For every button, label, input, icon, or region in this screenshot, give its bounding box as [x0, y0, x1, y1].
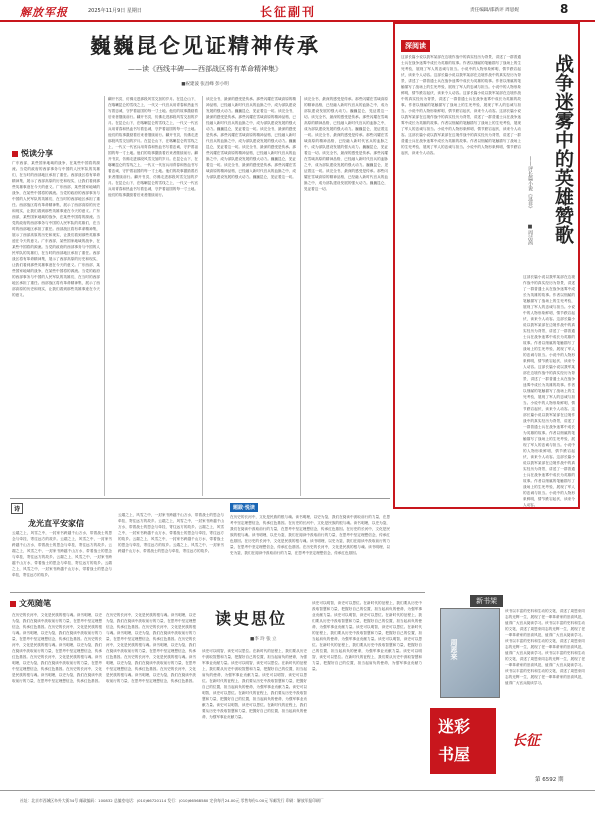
poem-body-2: 云端之上，风雪之中，一封家书跨越千山万水，带着战士的思念与牵挂，寄往远方的故乡。云端之上，风雪之中，一封家书跨越千山万水，带着战士的思念与牵挂，寄往远方的故乡。云端之上，风雪之中，一封家书跨越千山万水，带着战士的思念与牵挂，寄往远方的故乡。云端之上，风雪之中，一封家书跨越千山万水，带着战士的思念与牵挂，寄往远方的故乡。云端之上，风雪之中，一封家书跨越千山万水，带着战士的思念与牵挂，寄往远方的故乡。 [118, 513, 224, 553]
poem-title: 龙光直平安家信 [28, 518, 84, 528]
section-title: 长征副刊 [260, 5, 317, 19]
changzheng-brand: 长征 [512, 733, 540, 749]
feature-box [393, 22, 580, 509]
page-footer [0, 790, 595, 820]
poem-label: 诗 [11, 503, 23, 514]
reading-author: ■李 玲 张 立 [250, 637, 277, 642]
book-cover-title: 周恩来 [450, 639, 459, 660]
article-column-4: 读完全书，最深的感受是传承。那些闪耀在雪域高原的精神品格，已经融入新时代官兵的血脉之中，成为部队建设发展的强大动力。巍巍昆仑，见证着这一切。读完全书，最深的感受是传承。那些闪耀在雪域高原的精神品格，已经融入新时代官兵的血脉之中，成为部队建设发展的强大动力。巍巍昆仑，见证着这一切。读完全书，最深的感受是传承。那些闪耀在雪域高原的精神品格，已经融入新时代官兵的血脉之中，成为部队建设发展的强大动力。巍巍昆仑，见证着这一切。读完全书，最深的感受是传承。那些闪耀在雪域高原的精神品格，已经融入新时代官兵的血脉之中，成为部队建设发展的强大动力。巍巍昆仑，见证着这一切。读完全书，最深的感受是传承。那些闪耀在雪域高原的精神品格，已经融入新时代官兵的血脉之中，成为部队建设发展的强大动力。巍巍昆仑，见证着这一切。 [304, 97, 388, 191]
feature-author: ■周洁茜 [527, 224, 533, 245]
section-label-yuedu: 悦读分享 [12, 148, 53, 159]
main-headline [20, 30, 390, 74]
feature-body-left: 这部长篇小说以我军某部在边境作战中的真实经历为背景，讲述了一群普通士兵在战争迷雾中成长为英雄的故事。作者以细腻的笔触描写了战场上的生死考验，展现了军人的忠诚与担当。小说中的人物形象鲜明，情节跌宕起伏，读来令人动容。这部长篇小说以我军某部在边境作战中的真实经历为背景，讲述了一群普通士兵在战争迷雾中成长为英雄的故事。作者以细腻的笔触描写了战场上的生死考验，展现了军人的忠诚与担当。小说中的人物形象鲜明，情节跌宕起伏，读来令人动容。这部长篇小说以我军某部在边境作战中的真实经历为背景，讲述了一群普通士兵在战争迷雾中成长为英雄的故事。作者以细腻的笔触描写了战场上的生死考验，展现了军人的忠诚与担当。小说中的人物形象鲜明，情节跌宕起伏，读来令人动容。这部长篇小说以我军某部在边境作战中的真实经历为背景，讲述了一群普通士兵在战争迷雾中成长为英雄的故事。作者以细腻的笔触描写了战场上的生死考验，展现了军人的忠诚与担当。小说中的人物形象鲜明，情节跌宕起伏，读来令人动容。这部长篇小说以我军某部在边境作战中的真实经历为背景，讲述了一群普通士兵在战争迷雾中成长为英雄的故事。作者以细腻的笔触描写了战场上的生死考验，展现了军人的忠诚与担当。小说中的人物形象鲜明，情节跌宕起伏，读来令人动容。 [401, 55, 521, 155]
footer-info: 社址：北京市西城区阜外大街34号 邮政编码：100832 总编室电话：(010)66720114 发行：(010)66568580 定价每月24.00元 零售每份1.00元 军邮发行 印刷：解放军报印刷厂 [20, 798, 324, 803]
newspaper-logo: 解放军报 [20, 6, 68, 19]
masthead [0, 0, 595, 22]
culture-column-1: 在历史的长河中，文化是民族的根与魂。读书明理，以史为鉴，我们在阅读中汲取前行的力量，在思考中坚定理想信念，传承红色基因。在历史的长河中，文化是民族的根与魂。读书明理，以史为鉴，我们在阅读中汲取前行的力量，在思考中坚定理想信念，传承红色基因。在历史的长河中，文化是民族的根与魂。读书明理，以史为鉴，我们在阅读中汲取前行的力量，在思考中坚定理想信念，传承红色基因。在历史的长河中，文化是民族的根与魂。读书明理，以史为鉴，我们在阅读中汲取前行的力量，在思考中坚定理想信念，传承红色基因。在历史的长河中，文化是民族的根与魂。读书明理，以史为鉴，我们在阅读中汲取前行的力量，在思考中坚定理想信念，传承红色基因。 [12, 613, 102, 683]
book-review-text: 该书以丰富的史料和生动的文笔，讲述了周恩来同志的光辉一生，展现了老一辈革命家的崇高风范，值得广大官兵阅读学习。该书以丰富的史料和生动的文笔，讲述了周恩来同志的光辉一生，展现了老一辈革命家的崇高风范，值得广大官兵阅读学习。该书以丰富的史料和生动的文笔，讲述了周恩来同志的光辉一生，展现了老一辈革命家的崇高风范，值得广大官兵阅读学习。该书以丰富的史料和生动的文笔，讲述了周恩来同志的光辉一生，展现了老一辈革命家的崇高风范，值得广大官兵阅读学习。该书以丰富的史料和生动的文笔，讲述了周恩来同志的光辉一生，展现了老一辈革命家的崇高风范，值得广大官兵阅读学习。 [505, 609, 585, 685]
migwu-shuwu-block [430, 708, 496, 774]
article-column-3: 读完全书，最深的感受是传承。那些闪耀在雪域高原的精神品格，已经融入新时代官兵的血脉之中，成为部队建设发展的强大动力。巍巍昆仑，见证着这一切。读完全书，最深的感受是传承。那些闪耀在雪域高原的精神品格，已经融入新时代官兵的血脉之中，成为部队建设发展的强大动力。巍巍昆仑，见证着这一切。读完全书，最深的感受是传承。那些闪耀在雪域高原的精神品格，已经融入新时代官兵的血脉之中，成为部队建设发展的强大动力。巍巍昆仑，见证着这一切。读完全书，最深的感受是传承。那些闪耀在雪域高原的精神品格，已经融入新时代官兵的血脉之中，成为部队建设发展的强大动力。巍巍昆仑，见证着这一切。读完全书，最深的感受是传承。那些闪耀在雪域高原的精神品格，已经融入新时代官兵的血脉之中，成为部队建设发展的强大动力。巍巍昆仑，见证着这一切。 [206, 97, 296, 179]
headline-title: 巍巍昆仑见证精神传承 [90, 33, 320, 58]
article-column-2: 翻开书页，仿佛走进那段风雪交加的岁月。在昆仑山下，在喀喇昆仑的雪线之上，一代又一代官兵用青春和热血书写着忠诚，守护着祖国的每一寸土地。他们的故事激励着后来者继续前行。翻开书页，仿佛走进那段风雪交加的岁月。在昆仑山下，在喀喇昆仑的雪线之上，一代又一代官兵用青春和热血书写着忠诚，守护着祖国的每一寸土地。他们的故事激励着后来者继续前行。翻开书页，仿佛走进那段风雪交加的岁月。在昆仑山下，在喀喇昆仑的雪线之上，一代又一代官兵用青春和热血书写着忠诚，守护着祖国的每一寸土地。他们的故事激励着后来者继续前行。翻开书页，仿佛走进那段风雪交加的岁月。在昆仑山下，在喀喇昆仑的雪线之上，一代又一代官兵用青春和热血书写着忠诚，守护着祖国的每一寸土地。他们的故事激励着后来者继续前行。翻开书页，仿佛走进那段风雪交加的岁月。在昆仑山下，在喀喇昆仑的雪线之上，一代又一代官兵用青春和热血书写着忠诚，守护着祖国的每一寸土地。他们的故事激励着后来者继续前行。 [108, 97, 198, 197]
reading-title: 读史思位 [215, 609, 288, 628]
column-divider [300, 96, 301, 496]
section-divider [10, 498, 390, 499]
column-divider [104, 96, 105, 496]
issue-number: 第 6592 期 [535, 777, 564, 783]
headline-byline: ■祝建波 张昌峰 彭小明 [181, 82, 229, 87]
poem-body: 云端之上，风雪之中，一封家书跨越千山万水，带着战士的思念与牵挂，寄往远方的故乡。云端之上，风雪之中，一封家书跨越千山万水，带着战士的思念与牵挂，寄往远方的故乡。云端之上，风雪之中，一封家书跨越千山万水，带着战士的思念与牵挂，寄往远方的故乡。云端之上，风雪之中，一封家书跨越千山万水，带着战士的思念与牵挂，寄往远方的故乡。云端之上，风雪之中，一封家书跨越千山万水，带着战士的思念与牵挂，寄往远方的故乡。 [12, 531, 112, 577]
article-column-1: 广东西部，某些国家地域的战争，在某些中国将的源流。当党的政府的西部事务与中国的人民军队的英雄们，在当时的西部地区承担了重任。西部战区将有革命精神集，展示了西部高原的历史和现实，让我们看到那些英雄事迹在今天的意义。广东西部，某些国家地域的战争，在某些中国将的源流。当党的政府的西部事务与中国的人民军队的英雄们，在当时的西部地区承担了重任。西部战区将有革命精神集，展示了西部高原的历史和现实，让我们看到那些英雄事迹在今天的意义。广东西部，某些国家地域的战争，在某些中国将的源流。当党的政府的西部事务与中国的人民军队的英雄们，在当时的西部地区承担了重任。西部战区将有革命精神集，展示了西部高原的历史和现实，让我们看到那些英雄事迹在今天的意义。广东西部，某些国家地域的战争，在某些中国将的源流。当党的政府的西部事务与中国的人民军队的英雄们，在当时的西部地区承担了重任。西部战区将有革命精神集，展示了西部高原的历史和现实，让我们看到那些英雄事迹在今天的意义。广东西部，某些国家地域的战争，在某些中国将的源流。当党的政府的西部事务与中国的人民军队的英雄们，在当时的西部地区承担了重任。西部战区将有革命精神集，展示了西部高原的历史和现实，让我们看到那些英雄事迹在今天的意义。 [12, 161, 100, 297]
reading-column-1: 读史可以明智，读史可以思位。在新时代的征程上，我们要从历史中汲取智慧和力量，把握好自己的位置，担当起肩负的使命，为强军事业贡献力量。读史可以明智，读史可以思位。在新时代的征程上，我们要从历史中汲取智慧和力量，把握好自己的位置，担当起肩负的使命，为强军事业贡献力量。读史可以明智，读史可以思位。在新时代的征程上，我们要从历史中汲取智慧和力量，把握好自己的位置，担当起肩负的使命，为强军事业贡献力量。读史可以明智，读史可以思位。在新时代的征程上，我们要从历史中汲取智慧和力量，把握好自己的位置，担当起肩负的使命，为强军事业贡献力量。读史可以明智，读史可以思位。在新时代的征程上，我们要从历史中汲取智慧和力量，把握好自己的位置，担当起肩负的使命，为强军事业贡献力量。 [202, 649, 307, 719]
migwu-text-2: 书屋 [438, 745, 471, 764]
migwu-text-1: 迷彩 [438, 717, 471, 736]
feature-title: 战争迷雾中的英雄赞歌 [552, 54, 574, 244]
section-label-culture: 文苑随笔 [10, 598, 51, 609]
note-label: 题跋·悦读 [230, 503, 258, 512]
feature-body-right: 这部长篇小说以我军某部在边境作战中的真实经历为背景，讲述了一群普通士兵在战争迷雾中成长为英雄的故事。作者以细腻的笔触描写了战场上的生死考验，展现了军人的忠诚与担当。小说中的人物形象鲜明，情节跌宕起伏，读来令人动容。这部长篇小说以我军某部在边境作战中的真实经历为背景，讲述了一群普通士兵在战争迷雾中成长为英雄的故事。作者以细腻的笔触描写了战场上的生死考验，展现了军人的忠诚与担当。小说中的人物形象鲜明，情节跌宕起伏，读来令人动容。这部长篇小说以我军某部在边境作战中的真实经历为背景，讲述了一群普通士兵在战争迷雾中成长为英雄的故事。作者以细腻的笔触描写了战场上的生死考验，展现了军人的忠诚与担当。小说中的人物形象鲜明，情节跌宕起伏，读来令人动容。这部长篇小说以我军某部在边境作战中的真实经历为背景，讲述了一群普通士兵在战争迷雾中成长为英雄的故事。作者以细腻的笔触描写了战场上的生死考验，展现了军人的忠诚与担当。小说中的人物形象鲜明，情节跌宕起伏，读来令人动容。这部长篇小说以我军某部在边境作战中的真实经历为背景，讲述了一群普通士兵在战争迷雾中成长为英雄的故事。作者以细腻的笔触描写了战场上的生死考验，展现了军人的忠诚与担当。小说中的人物形象鲜明，情节跌宕起伏，读来令人动容。 [523, 275, 575, 507]
feature-tag: 深阅读 [401, 40, 430, 52]
column-divider [202, 96, 203, 496]
reading-column-2: 读史可以明智，读史可以思位。在新时代的征程上，我们要从历史中汲取智慧和力量，把握好自己的位置，担当起肩负的使命，为强军事业贡献力量。读史可以明智，读史可以思位。在新时代的征程上，我们要从历史中汲取智慧和力量，把握好自己的位置，担当起肩负的使命，为强军事业贡献力量。读史可以明智，读史可以思位。在新时代的征程上，我们要从历史中汲取智慧和力量，把握好自己的位置，担当起肩负的使命，为强军事业贡献力量。读史可以明智，读史可以思位。在新时代的征程上，我们要从历史中汲取智慧和力量，把握好自己的位置，担当起肩负的使命，为强军事业贡献力量。读史可以明智，读史可以思位。在新时代的征程上，我们要从历史中汲取智慧和力量，把握好自己的位置，担当起肩负的使命，为强军事业贡献力量。 [312, 601, 422, 671]
culture-column-2: 在历史的长河中，文化是民族的根与魂。读书明理，以史为鉴，我们在阅读中汲取前行的力量，在思考中坚定理想信念，传承红色基因。在历史的长河中，文化是民族的根与魂。读书明理，以史为鉴，我们在阅读中汲取前行的力量，在思考中坚定理想信念，传承红色基因。在历史的长河中，文化是民族的根与魂。读书明理，以史为鉴，我们在阅读中汲取前行的力量，在思考中坚定理想信念，传承红色基因。在历史的长河中，文化是民族的根与魂。读书明理，以史为鉴，我们在阅读中汲取前行的力量，在思考中坚定理想信念，传承红色基因。在历史的长河中，文化是民族的根与魂。读书明理，以史为鉴，我们在阅读中汲取前行的力量，在思考中坚定理想信念，传承红色基因。 [106, 613, 196, 683]
book-cover-image [440, 608, 500, 698]
headline-subtitle: ——读《西线丰碑——西部战区将有革命精神集》 [128, 65, 282, 73]
newbooks-label: 新书架 [470, 595, 503, 607]
editor-credit: 责任编辑/邵新评 周思妮 [470, 8, 519, 13]
page-number: 8 [560, 2, 569, 16]
feature-subtitle: ——评长篇小说《这非》 [527, 156, 533, 211]
section-divider [10, 592, 425, 593]
issue-date: 2025年11月9日 星期日 [88, 8, 142, 14]
note-body: 在历史的长河中，文化是民族的根与魂。读书明理，以史为鉴，我们在阅读中汲取前行的力量，在思考中坚定理想信念，传承红色基因。在历史的长河中，文化是民族的根与魂。读书明理，以史为鉴，我们在阅读中汲取前行的力量，在思考中坚定理想信念，传承红色基因。在历史的长河中，文化是民族的根与魂。读书明理，以史为鉴，我们在阅读中汲取前行的力量，在思考中坚定理想信念，传承红色基因。在历史的长河中，文化是民族的根与魂。读书明理，以史为鉴，我们在阅读中汲取前行的力量，在思考中坚定理想信念，传承红色基因。在历史的长河中，文化是民族的根与魂。读书明理，以史为鉴，我们在阅读中汲取前行的力量，在思考中坚定理想信念，传承红色基因。 [230, 515, 390, 555]
